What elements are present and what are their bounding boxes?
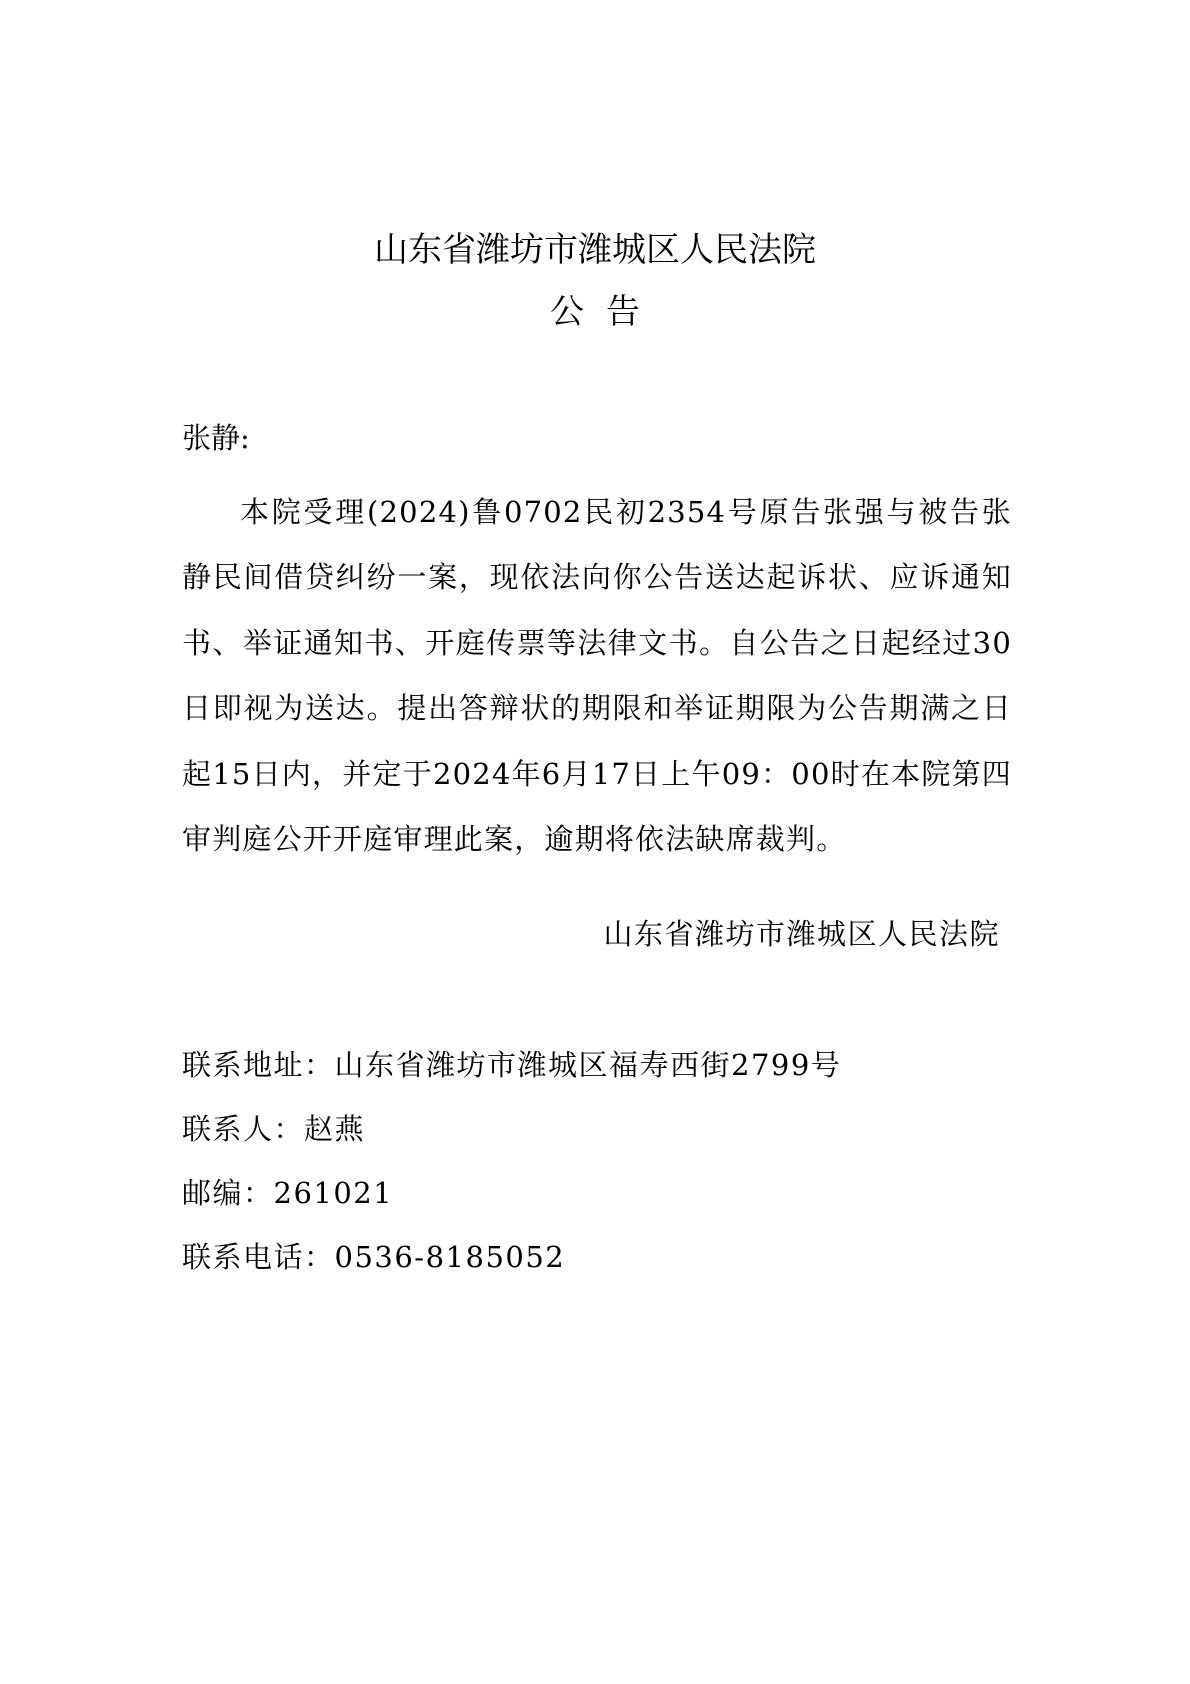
contact-address: 联系地址：山东省潍坊市潍城区福寿西街2799号 bbox=[182, 1048, 842, 1082]
contact-postcode: 邮编：261021 bbox=[182, 1176, 394, 1210]
notice-title: 公告 bbox=[550, 292, 662, 332]
contact-phone: 联系电话：0536-8185052 bbox=[182, 1240, 566, 1274]
contact-person: 联系人：赵燕 bbox=[182, 1112, 366, 1146]
notice-body: 本院受理(2024)鲁0702民初2354号原告张强与被告张静民间借贷纠纷一案，现依法向你公告送达起诉状、应诉通知书、举证通知书、开庭传票等法律文书。自公告之日起经过30日即视为送达。提出答辩状的期限和举证期限为公告期满之日起15日内，并定于2024年6月17日上午09：00时在本院第四审判庭公开开庭审理此案，逾期将依法缺席裁判。 bbox=[182, 495, 1012, 857]
court-signature: 山东省潍坊市潍城区人民法院 bbox=[603, 917, 1000, 951]
recipient-salutation: 张静: bbox=[182, 421, 250, 455]
court-name-title: 山东省潍坊市潍城区人民法院 bbox=[374, 230, 816, 270]
